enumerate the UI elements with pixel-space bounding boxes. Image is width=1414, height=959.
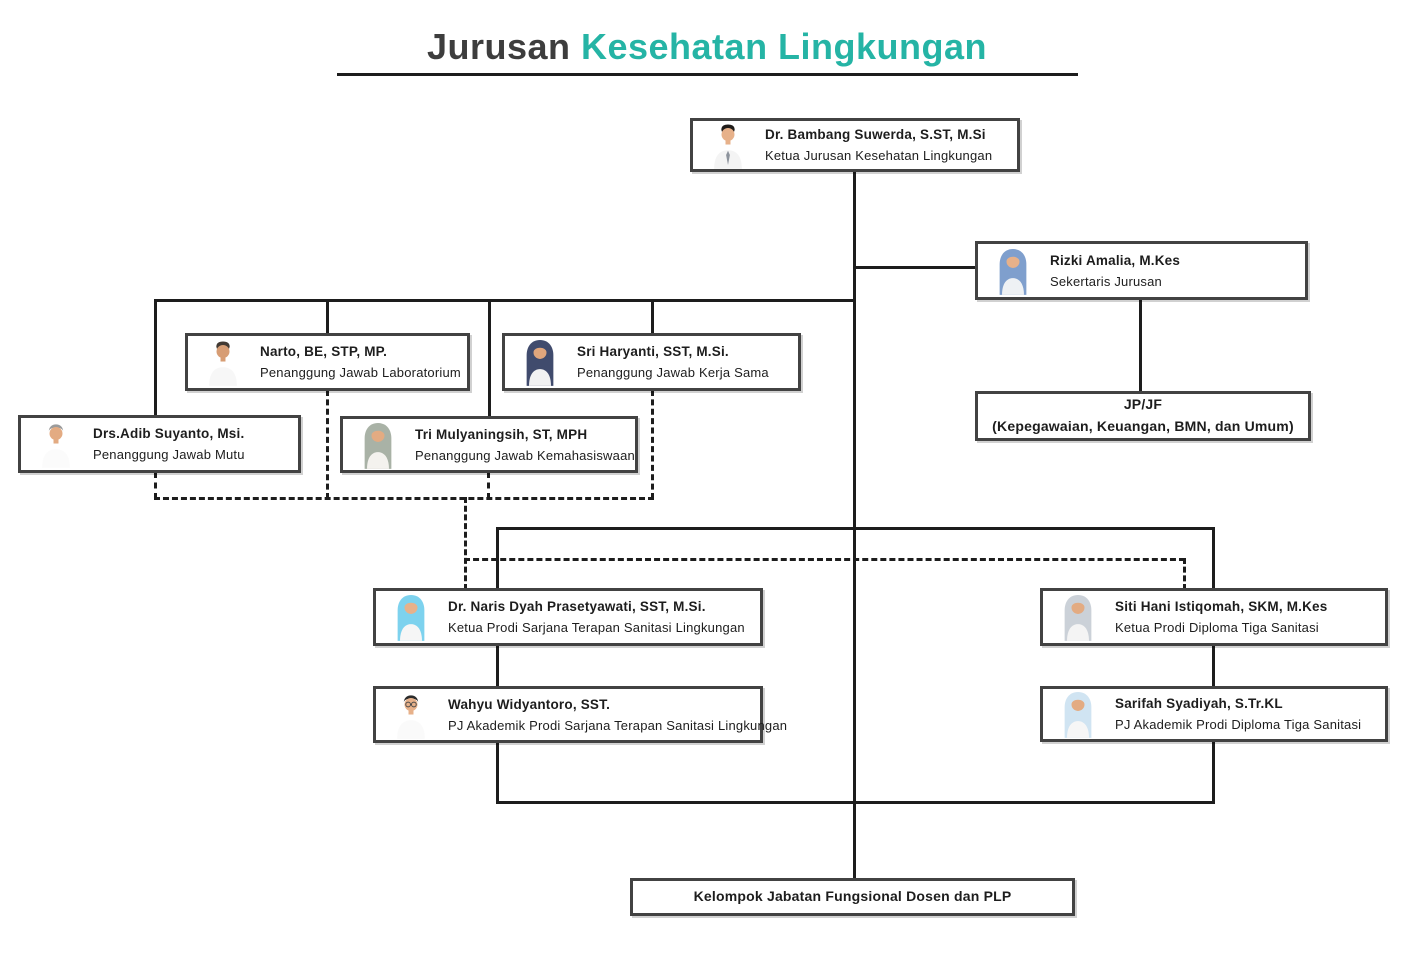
dashed-pj-horizontal [154,497,654,500]
profile-photo-icon [202,337,244,387]
jpjf-subtitle: (Kepegawaian, Keuangan, BMN, dan Umum) [992,418,1294,434]
profile-photo-icon [519,337,561,387]
person-role: Penanggung Jawab Laboratorium [260,365,461,380]
person-role: Ketua Prodi Sarjana Terapan Sanitasi Lingkungan [448,620,745,635]
connector-to-sekretaris [853,266,977,269]
node-pj-kerja-sama [502,333,801,391]
person-name: Dr. Bambang Suwerda, S.ST, M.Si [765,127,986,142]
person-role: PJ Akademik Prodi Diploma Tiga Sanitasi [1115,717,1362,732]
node-kaprodi-diploma [1040,588,1388,646]
connector-kaprodi-to-pj-diploma [1212,645,1215,688]
person-name: Dr. Naris Dyah Prasetyawati, SST, M.Si. [448,599,706,614]
person-name: Tri Mulyaningsih, ST, MPH [415,426,588,442]
person-name: Siti Hani Istiqomah, SKM, M.Kes [1115,599,1328,614]
title-underline [337,73,1078,76]
connector-pj-row-horizontal [154,299,856,302]
person-role: Ketua Jurusan Kesehatan Lingkungan [765,148,993,163]
profile-photo-icon [390,592,432,642]
person-role: Sekertaris Jurusan [1050,273,1162,289]
node-pj-mutu [18,415,301,473]
connector-pj-sarjana-down [496,742,499,804]
dashed-drop-kemahasiswaan [487,472,490,499]
connector-kaprodi-to-pj-sarjana [496,645,499,688]
connector-drop-mutu [154,299,157,417]
dashed-to-kaprodi-sarjana [464,497,467,590]
profile-photo-icon [1057,592,1099,642]
node-ketua-jurusan [690,118,1020,172]
profile-photo-icon [357,420,399,470]
person-name: Sri Haryanti, SST, M.Si. [577,344,729,359]
profile-photo-icon [992,246,1034,296]
person-role: Penanggung Jawab Kerja Sama [577,365,769,380]
person-name: Rizki Amalia, M.Kes [1050,252,1181,268]
connector-bottom-horizontal [496,801,1215,804]
page-title [0,26,1414,68]
node-pj-akademik-sarjana [373,686,788,743]
node-kelompok-fungsional [630,878,1075,916]
dashed-drop-lab [326,390,329,499]
person-role: PJ Akademik Prodi Sarjana Terapan Sanitasi Lingkungan [448,717,788,733]
person-name: Sarifah Syadiyah, S.Tr.KL [1115,696,1283,711]
person-name: Narto, BE, STP, MP. [260,344,388,359]
person-name: Wahyu Widyantoro, SST. [448,696,611,712]
node-kaprodi-sarjana [373,588,763,646]
connector-drop-kaprodi-diploma [1212,527,1215,590]
connector-pj-diploma-down [1212,741,1215,804]
profile-photo-icon [35,419,77,469]
profile-photo-icon [390,690,432,740]
person-role: Penanggung Jawab Kemahasiswaan [415,447,635,463]
profile-photo-icon [1057,689,1099,739]
page-title-highlight: Kesehatan Lingkungan [580,26,988,67]
dashed-to-kaprodi-diploma [1183,558,1186,590]
person-role: Ketua Prodi Diploma Tiga Sanitasi [1115,620,1319,635]
connector-sekretaris-to-jpjf [1139,299,1142,393]
connector-drop-kerjasama [651,299,654,335]
profile-photo-icon [707,120,749,170]
node-pj-akademik-diploma [1040,686,1388,742]
person-role: Penanggung Jawab Mutu [93,447,245,462]
connector-prodi-horizontal [496,527,1215,530]
kelompok-label: Kelompok Jabatan Fungsional Dosen dan PLP [693,888,1012,905]
dashed-cross-horizontal [464,558,1185,561]
person-name: Drs.Adib Suyanto, Msi. [93,426,245,441]
node-pj-kemahasiswaan [340,416,638,473]
jpjf-title: JP/JF [1123,396,1163,413]
node-pj-laboratorium [185,333,470,391]
connector-drop-kemahasiswaan [488,299,491,418]
node-jpjf [975,391,1311,441]
connector-drop-lab [326,299,329,335]
dashed-drop-kerjasama [651,390,654,499]
dashed-drop-mutu [154,472,157,499]
page-title-prefix: Jurusan [426,26,581,67]
connector-main-vertical [853,171,856,879]
node-sekretaris-jurusan [975,241,1308,300]
